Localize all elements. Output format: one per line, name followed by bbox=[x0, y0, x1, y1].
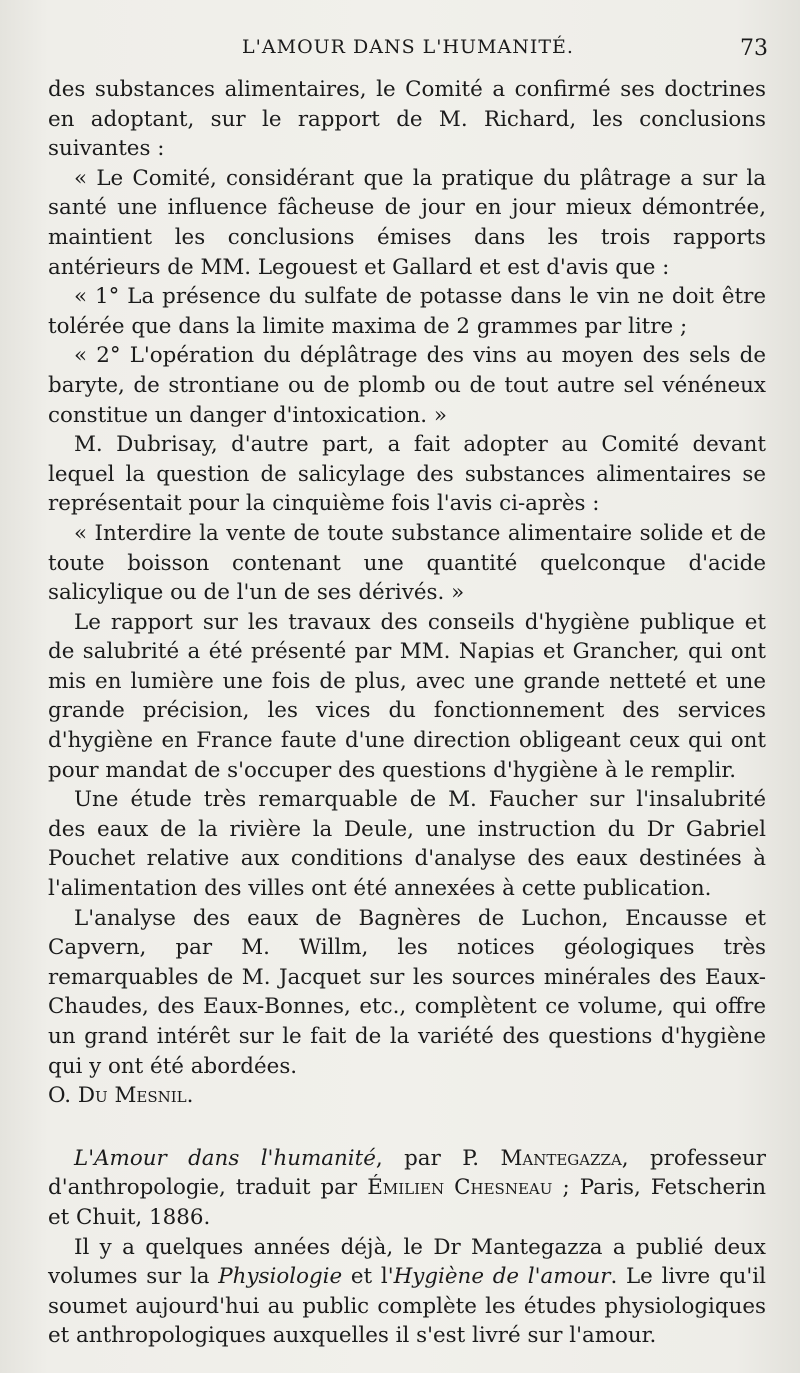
citation-by: , par P. bbox=[375, 1145, 501, 1171]
citation-author-role: , professeur d'anthropologie, traduit par bbox=[48, 1145, 766, 1201]
paragraph-1: des substances alimentaires, le Comité a confirmé ses doctrines en adoptant, sur le rapport de M. Richard, les conclusions suivantes : bbox=[48, 77, 766, 162]
paragraph-2: « Le Comité, considérant que la pratique du plâtrage a sur la santé une influence fâcheuse de jour en jour mieux démontrée, maintient les conclusions émises dans les trois rapports antérieurs de MM. Legouest et Gallard et est d'avis que : bbox=[48, 165, 766, 280]
review-citation bbox=[48, 1144, 766, 1233]
paragraph-6: « Interdire la vente de toute substance alimentaire solide et de toute boisson contenant une quantité quelconque d'acide salicylique ou de l'un de ses dérivés. » bbox=[48, 520, 766, 606]
translator-name: Émilien Chesneau bbox=[367, 1175, 553, 1201]
review-text-end: . Le livre qu'il soumet aujourd'hui au public complète les études physiologiques et anthropologiques auxquelles il s'est livré sur l'amour. bbox=[48, 1264, 766, 1349]
paragraph-3: « 1° La présence du sulfate de potasse dans le vin ne doit être tolérée que dans la limite maxima de 2 grammes par litre ; bbox=[48, 284, 766, 339]
review-text-et: et l' bbox=[342, 1264, 394, 1290]
review-paragraph bbox=[48, 1233, 766, 1351]
physiologie-title: Physiologie bbox=[218, 1264, 343, 1290]
page-header bbox=[48, 36, 768, 66]
page-body bbox=[48, 75, 766, 1351]
paragraph-9: L'analyse des eaux de Bagnères de Luchon, Encausse et Capvern, par M. Willm, les notices géologiques très remarquables de M. Jacquet sur les sources minérales des Eaux-Chaudes, des Eaux-Bonnes, etc., complètent ce volume, qui offre un grand intérêt sur le fait de la variété des questions d'hygiène qui y ont été abordées. bbox=[48, 905, 766, 1079]
hygiene-title: Hygiène de l'amour bbox=[393, 1264, 611, 1290]
review-text-start: Il y a quelques années déjà, le Dr Mantegazza a publié deux volumes sur la bbox=[48, 1234, 766, 1290]
section-gap bbox=[48, 1111, 766, 1144]
paragraph-8: Une étude très remarquable de M. Faucher sur l'insalubrité des eaux de la rivière la Deule, une instruction du Dr Gabriel Pouchet relative aux conditions d'analyse des eaux destinées à l'alimentation des villes ont été annexées à cette publication. bbox=[48, 787, 766, 902]
paragraph-7: Le rapport sur les travaux des conseils d'hygiène publique et de salubrité a été présenté par MM. Napias et Grancher, qui ont mis en lumière une fois de plus, avec une grande netteté et une grande précision, les vices du fonctionnement des services d'hygiène en France faute d'une direction obligeant ceux qui ont pour mandat de s'occuper des questions d'hygiène à le remplir. bbox=[48, 609, 766, 783]
paragraph-4: « 2° L'opération du déplâtrage des vins au moyen des sels de baryte, de strontiane ou de plomb ou de tout autre sel vénéneux constitue un danger d'intoxication. » bbox=[48, 343, 766, 428]
page-number: 73 bbox=[740, 36, 768, 61]
running-title: L'AMOUR DANS L'HUMANITÉ. bbox=[242, 36, 574, 58]
paragraph-5: M. Dubrisay, d'autre part, a fait adopter au Comité devant lequel la question de salicylage des substances alimentaires se représentait pour la cinquième fois l'avis ci-après : bbox=[48, 432, 766, 517]
signature: O. Du Mesnil. bbox=[48, 1083, 194, 1109]
author-name: Mantegazza bbox=[500, 1145, 622, 1171]
book-title: L'Amour dans l'humanité bbox=[74, 1145, 376, 1171]
citation-publisher: ; Paris, Fetscherin et Chuit, 1886. bbox=[48, 1175, 766, 1230]
